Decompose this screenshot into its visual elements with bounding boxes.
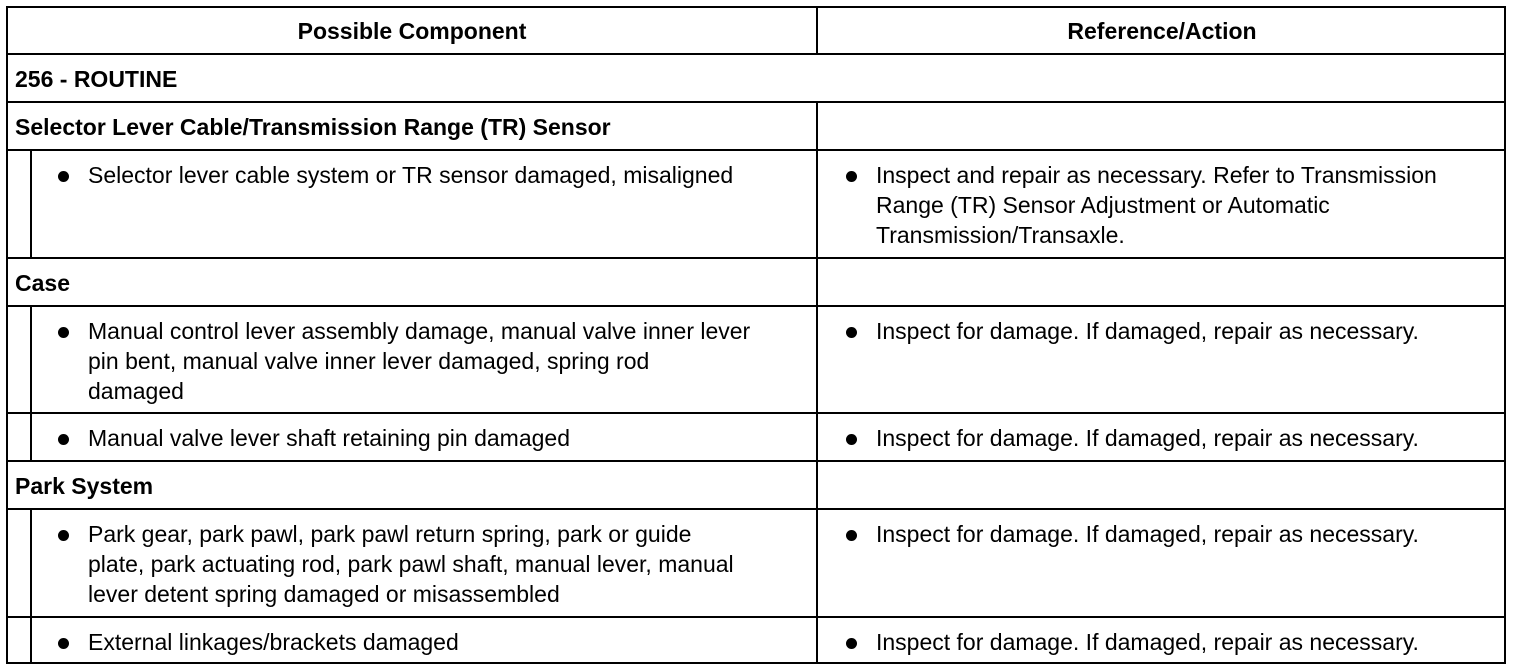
action-line: Inspect for damage. If damaged, repair as necessary. xyxy=(876,521,1419,547)
row-divider xyxy=(8,508,1504,510)
indent-line xyxy=(30,149,32,257)
bullet-icon xyxy=(58,171,69,182)
section-title: Park System xyxy=(15,473,154,499)
component-line: damaged xyxy=(88,378,184,404)
bullet-icon xyxy=(58,638,69,649)
column-divider xyxy=(816,101,818,662)
action-line: Inspect for damage. If damaged, repair as necessary. xyxy=(876,629,1419,655)
section-title: Selector Lever Cable/Transmission Range (TR) Sensor xyxy=(15,114,611,140)
bullet-icon xyxy=(846,638,857,649)
component-line: External linkages/brackets damaged xyxy=(88,629,459,655)
routine-title: 256 - ROUTINE xyxy=(15,66,178,92)
row-divider xyxy=(8,460,1504,462)
header-possible-component: Possible Component xyxy=(297,18,527,44)
diagnostic-table xyxy=(6,6,1506,664)
bullet-icon xyxy=(58,327,69,338)
action-line: Inspect and repair as necessary. Refer to Transmission xyxy=(876,162,1437,188)
row-divider xyxy=(8,101,1504,103)
component-line: lever detent spring damaged or misassembled xyxy=(88,581,560,607)
bullet-icon xyxy=(846,171,857,182)
indent-line xyxy=(30,305,32,460)
action-line: Inspect for damage. If damaged, repair as necessary. xyxy=(876,318,1419,344)
indent-line xyxy=(30,508,32,664)
action-line: Transmission/Transaxle. xyxy=(876,222,1125,248)
row-divider xyxy=(8,412,1504,414)
row-divider xyxy=(8,257,1504,259)
action-line: Inspect for damage. If damaged, repair as necessary. xyxy=(876,425,1419,451)
section-title: Case xyxy=(15,270,70,296)
row-divider xyxy=(8,53,1504,55)
bullet-icon xyxy=(58,434,69,445)
bullet-icon xyxy=(58,530,69,541)
bullet-icon xyxy=(846,327,857,338)
component-line: Manual control lever assembly damage, manual valve inner lever xyxy=(88,318,751,344)
row-divider xyxy=(8,305,1504,307)
bullet-icon xyxy=(846,434,857,445)
component-line: Manual valve lever shaft retaining pin damaged xyxy=(88,425,571,451)
action-line: Range (TR) Sensor Adjustment or Automatic xyxy=(876,192,1330,218)
component-line: pin bent, manual valve inner lever damaged, spring rod xyxy=(88,348,650,374)
bullet-icon xyxy=(846,530,857,541)
row-divider xyxy=(8,616,1504,618)
header-reference-action: Reference/Action xyxy=(1067,18,1257,44)
row-divider xyxy=(8,149,1504,151)
component-line: Selector lever cable system or TR sensor damaged, misaligned xyxy=(88,162,734,188)
component-line: Park gear, park pawl, park pawl return spring, park or guide xyxy=(88,521,692,547)
component-line: plate, park actuating rod, park pawl shaft, manual lever, manual xyxy=(88,551,734,577)
